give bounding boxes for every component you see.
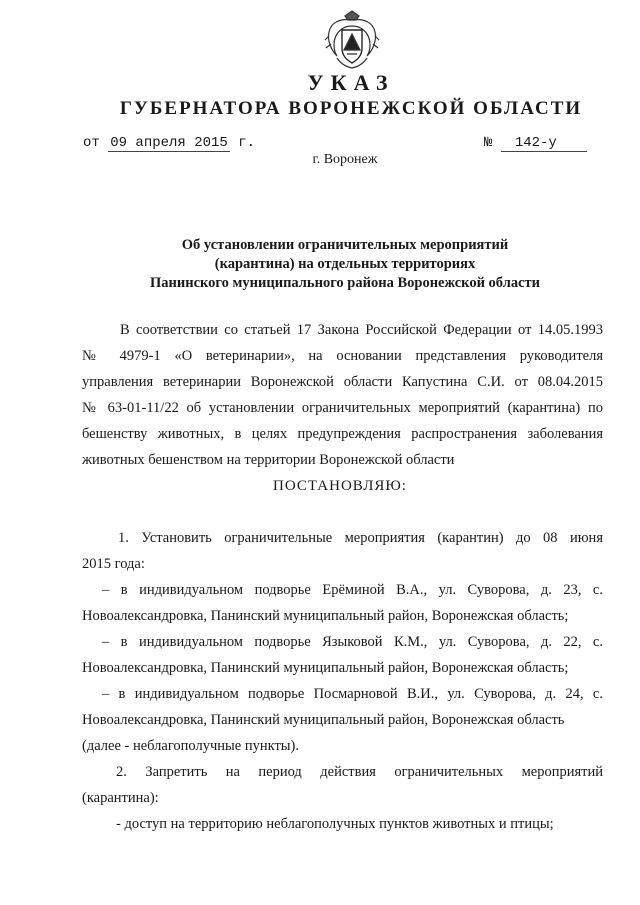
item-line: 1. Установить ограничительные мероприятия (карантин) до 08 июня <box>118 530 603 546</box>
item-line: Новоалександровка, Панинский муниципальный район, Воронежская область <box>82 712 565 728</box>
item-line: 2. Запретить на период действия ограничительных мероприятий <box>116 764 603 780</box>
item-line: – в индивидуальном подворье Посмарновой В.И., ул. Суворова, д. 24, с. <box>102 686 603 702</box>
decree-word: ПОСТАНОВЛЯЮ: <box>273 478 407 494</box>
preamble-line: бешенству животных, в целях предупреждения распространения заболевания <box>82 426 603 442</box>
number-line <box>484 135 587 152</box>
title-line: Об установлении ограничительных мероприятий <box>181 237 509 253</box>
item-line: 2015 года: <box>82 556 145 572</box>
preamble-line: животных бешенством на территории Воронежской области <box>82 452 455 468</box>
number-prefix: № <box>484 135 493 151</box>
item-line: (карантина): <box>82 790 159 806</box>
city: г. Воронеж <box>312 152 378 167</box>
preamble-line: управления ветеринарии Воронежской области Капустина С.И. от 08.04.2015 <box>82 374 603 390</box>
issuer: ГУБЕРНАТОРА ВОРОНЕЖСКОЙ ОБЛАСТИ <box>119 98 583 119</box>
item-line: Новоалександровка, Панинский муниципальный район, Воронежская область; <box>82 660 569 676</box>
preamble-line: № 4979-1 «О ветеринарии», на основании представления руководителя <box>82 348 603 364</box>
date-suffix: г. <box>238 135 256 151</box>
title-line: (карантина) на отдельных территориях <box>214 256 476 272</box>
date-line <box>83 135 255 151</box>
item-line: – в индивидуальном подворье Языковой К.М., ул. Суворова, д. 22, с. <box>102 634 603 650</box>
preamble-line: № 63-01-11/22 об установлении ограничительных мероприятий (карантина) по <box>82 400 603 416</box>
item-line: - доступ на территорию неблагополучных пунктов животных и птицы; <box>116 816 554 832</box>
item-line: Новоалександровка, Панинский муниципальный район, Воронежская область; <box>82 608 569 624</box>
date-value: 09 апреля 2015 <box>110 135 228 151</box>
document-type: УКАЗ <box>307 70 395 95</box>
number-value: 142-у <box>501 135 587 152</box>
preamble-line: В соответствии со статьей 17 Закона Российской Федерации от 14.05.1993 <box>120 322 603 338</box>
title-line: Панинского муниципального района Воронежской области <box>149 275 540 291</box>
coat-of-arms-icon <box>323 10 381 72</box>
date-prefix: от <box>83 135 100 151</box>
item-line: (далее - неблагополучные пункты). <box>82 738 299 754</box>
item-line: – в индивидуальном подворье Ерёминой В.А., ул. Суворова, д. 23, с. <box>102 582 603 598</box>
document-title <box>100 236 590 293</box>
